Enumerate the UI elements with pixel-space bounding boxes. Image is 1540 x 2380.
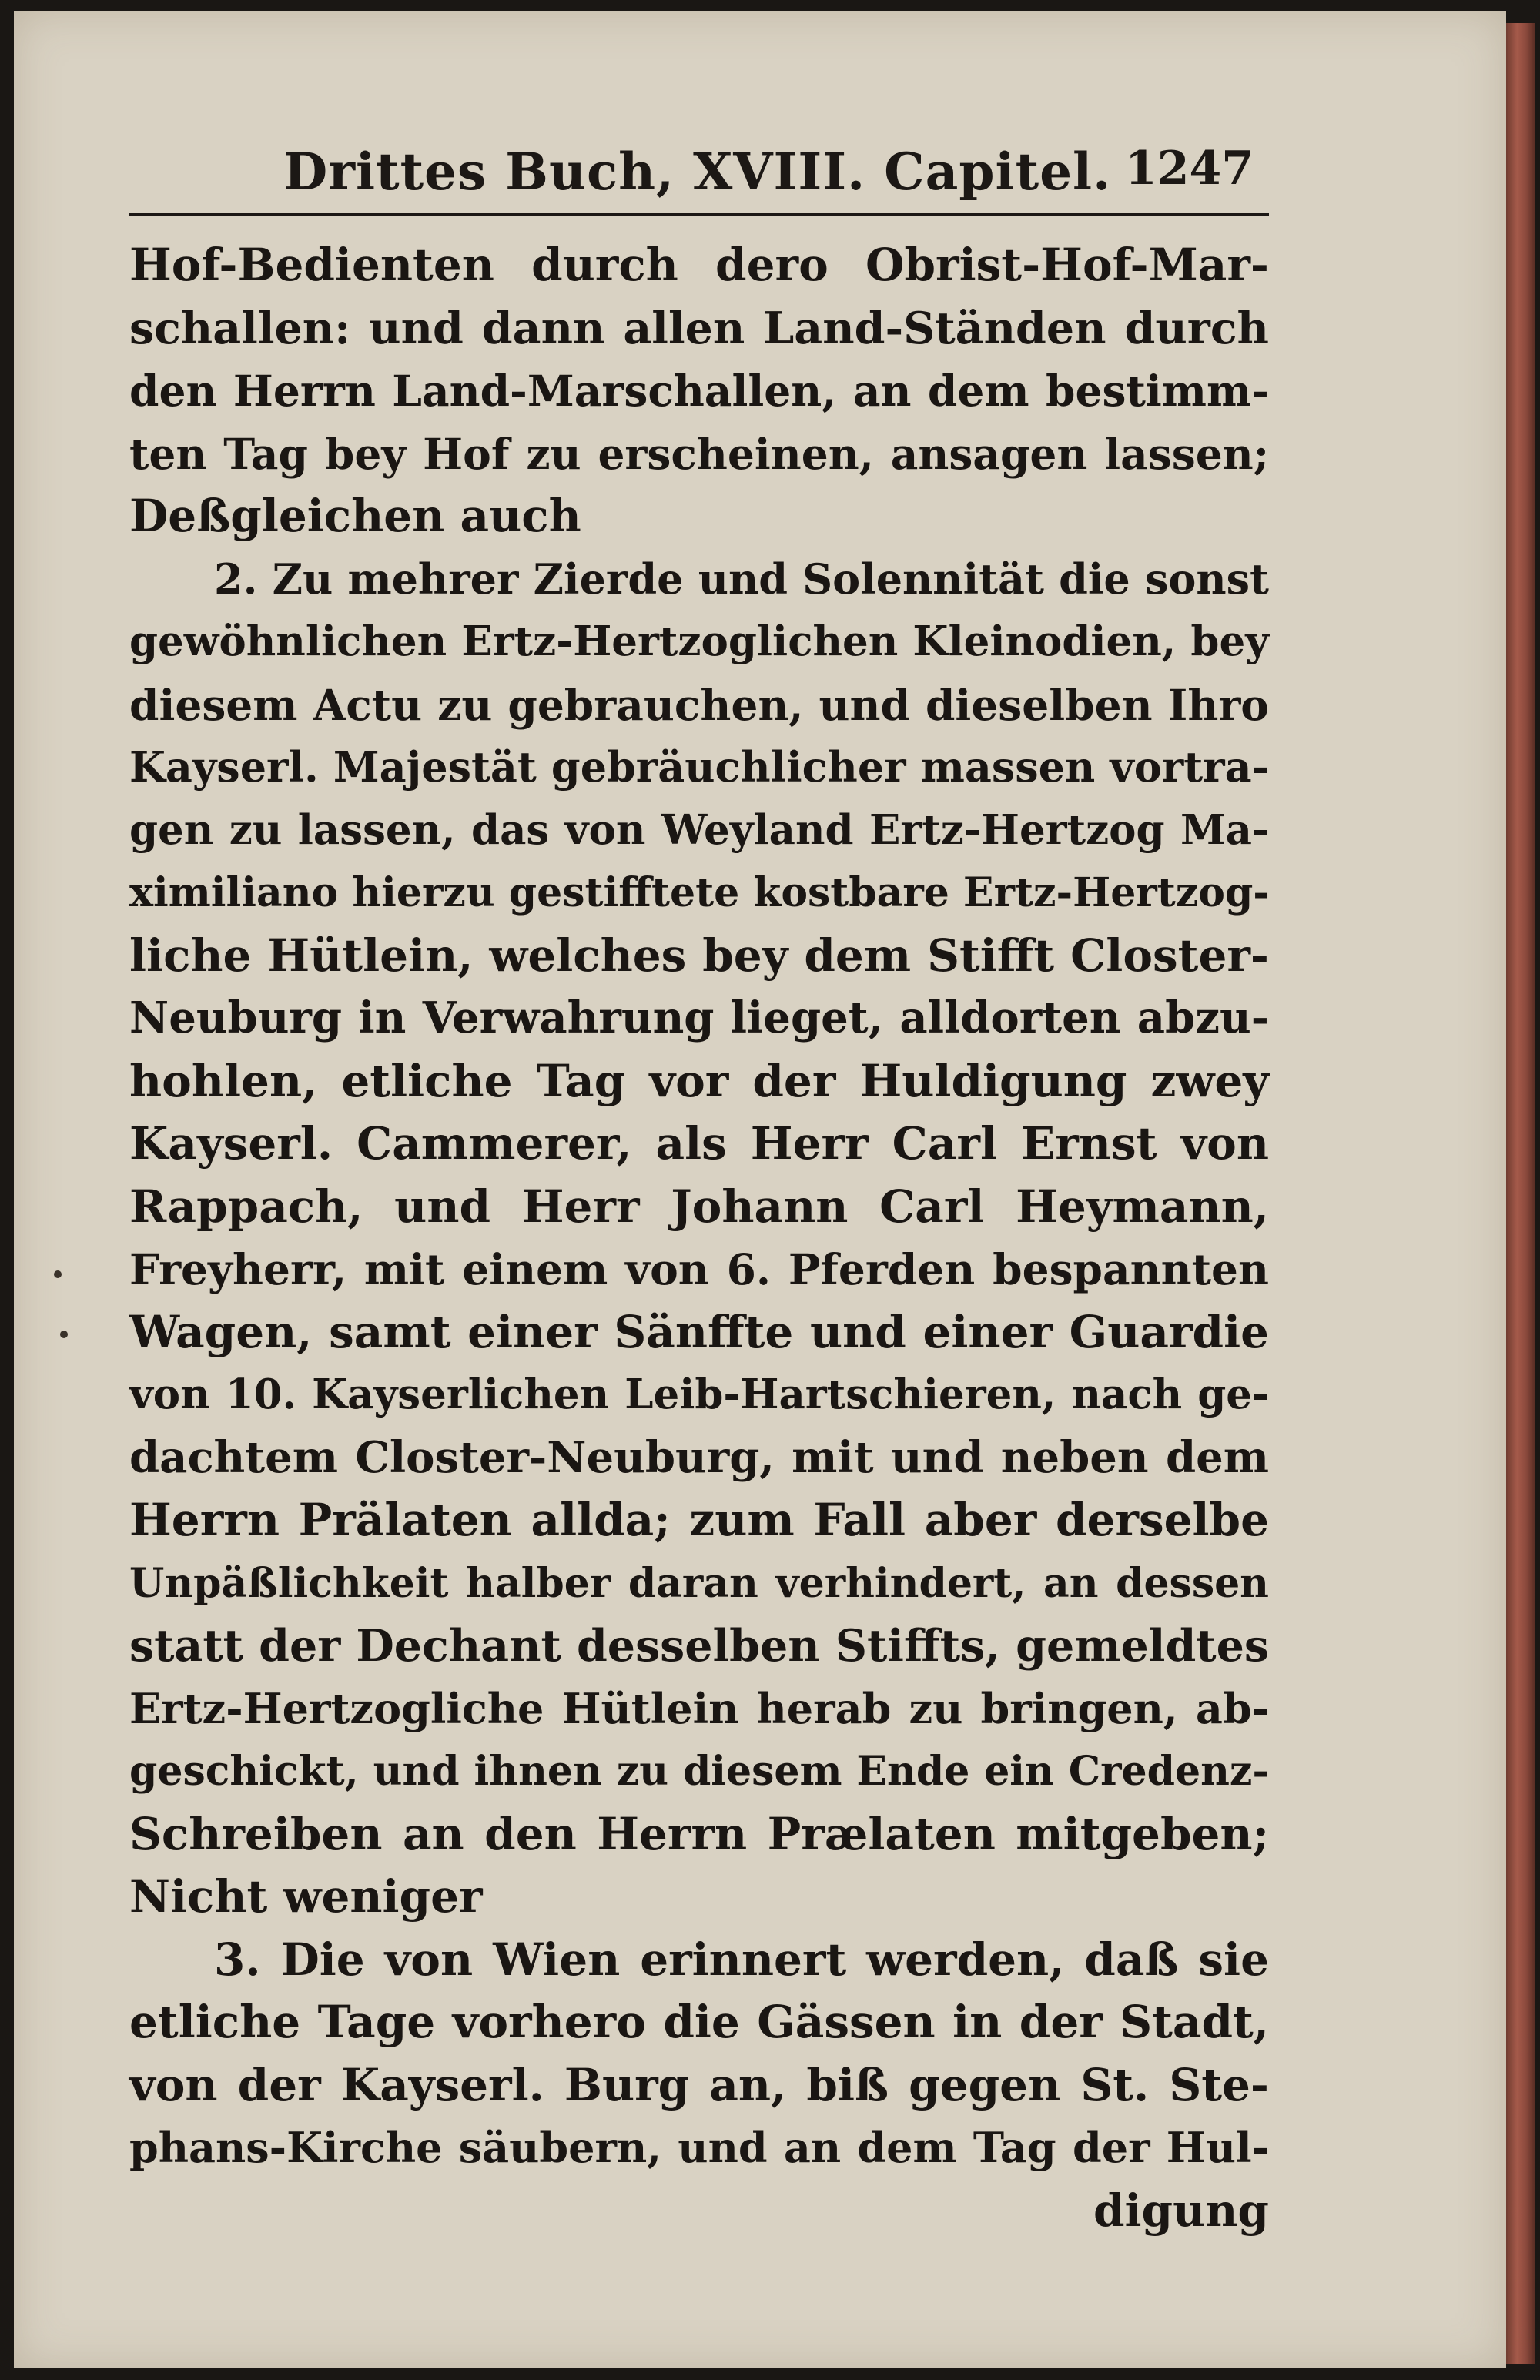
text-line: statt der Dechant desselben Stiffts, gemeldtes (129, 1620, 1269, 1672)
text-line: Schreiben an den Herrn Prælaten mitgeben; (129, 1807, 1269, 1860)
text-line: Rappach, und Herr Johann Carl Heymann, (129, 1180, 1269, 1233)
text-line: Nicht weniger (129, 1870, 483, 1923)
text-line: ten Tag bey Hof zu erscheinen, ansagen lassen; (129, 428, 1269, 479)
text-line: ximiliano hierzu gestifftete kostbare Ertz-Hertzog- (129, 869, 1270, 916)
text-line: Herrn Prälaten allda; zum Fall aber derselbe (129, 1494, 1269, 1546)
book-page (14, 11, 1506, 2368)
ink-speck (54, 1270, 62, 1278)
text-line: hohlen, etliche Tag vor der Huldigung zwey (129, 1054, 1269, 1107)
book-edge (1505, 23, 1535, 2364)
text-line: Kayserl. Majestät gebräuchlicher massen vortra- (129, 742, 1269, 792)
text-line: liche Hütlein, welches bey dem Stifft Closter- (129, 929, 1269, 982)
text-line: von 10. Kayserlichen Leib-Hartschieren, nach ge- (129, 1371, 1269, 1418)
text-line: phans-Kirche säubern, und an dem Tag der Hul- (129, 2123, 1269, 2172)
text-line: Ertz-Hertzogliche Hütlein herab zu bringen, ab- (129, 1683, 1269, 1733)
text-line: Kayserl. Cammerer, als Herr Carl Ernst von (129, 1117, 1269, 1170)
text-line: gen zu lassen, das von Weyland Ertz-Hertzog Ma- (129, 805, 1269, 854)
text-line: 2. Zu mehrer Zierde und Solennität die sonst (214, 554, 1269, 604)
text-line: den Herrn Land-Marschallen, an dem bestimm- (129, 366, 1269, 416)
page-number: 1247 (1125, 142, 1254, 196)
text-line: Hof-Bedienten durch dero Obrist-Hof-Mar- (129, 239, 1269, 291)
header-rule (129, 213, 1269, 216)
text-line: Freyherr, mit einem von 6. Pferden bespannten (129, 1244, 1269, 1294)
catchword: digung (1093, 2184, 1269, 2237)
page-header (129, 142, 1269, 219)
text-line: dachtem Closter-Neuburg, mit und neben dem (129, 1431, 1269, 1483)
text-line: etliche Tage vorhero die Gässen in der Stadt, (129, 1996, 1269, 2048)
text-line: gewöhnlichen Ertz-Hertzoglichen Kleinodien, bey (129, 618, 1269, 665)
text-line: Deßgleichen auch (129, 490, 581, 542)
text-line: diesem Actu zu gebrauchen, und dieselben Ihro (129, 679, 1269, 730)
text-line: Neuburg in Verwahrung lieget, alldorten abzu- (129, 993, 1269, 1043)
body-text (129, 234, 1269, 2242)
running-head: Drittes Buch, XVIII. Capitel. (283, 142, 1112, 202)
text-line: Unpäßlichkeit halber daran verhindert, an dessen (129, 1559, 1269, 1607)
text-line: 3. Die von Wien erinnert werden, daß sie (214, 1933, 1269, 1986)
text-line: von der Kayserl. Burg an, biß gegen St. Ste- (129, 2058, 1269, 2111)
text-line: geschickt, und ihnen zu diesem Ende ein Credenz- (129, 1748, 1269, 1795)
text-line: Wagen, samt einer Sänffte und einer Guardie (129, 1305, 1269, 1358)
ink-speck (60, 1331, 68, 1338)
text-line: schallen: und dann allen Land-Ständen durch (129, 302, 1269, 354)
